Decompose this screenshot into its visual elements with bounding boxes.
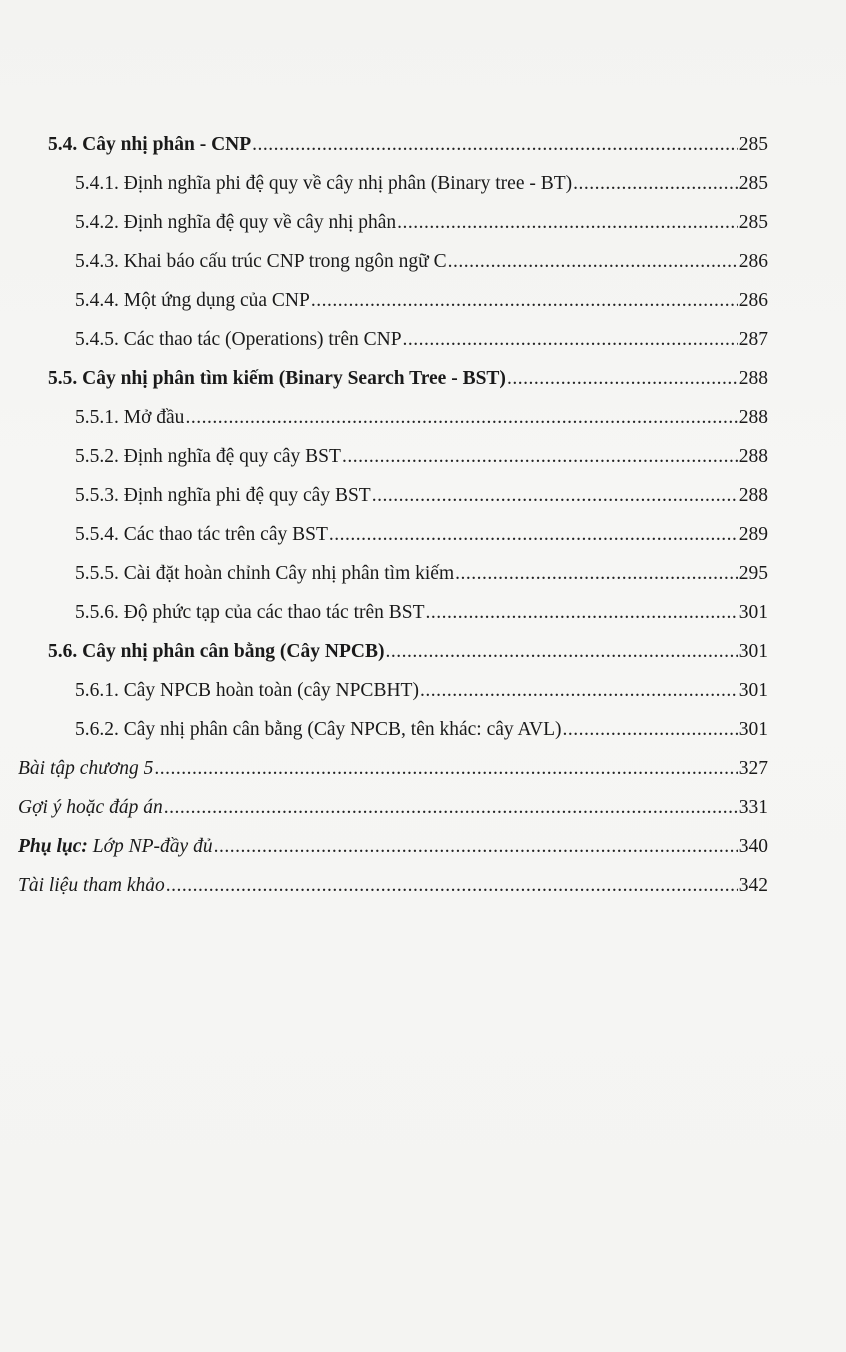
toc-entry-title: 5.4.1. Định nghĩa phi đệ quy về cây nhị phân (Binary tree - BT) bbox=[75, 173, 573, 194]
toc-entry[interactable] bbox=[18, 593, 768, 632]
toc-entry-page: 340 bbox=[738, 836, 768, 857]
toc-entry-title: 5.4.3. Khai báo cấu trúc CNP trong ngôn ngữ C bbox=[75, 251, 447, 272]
dot-leader bbox=[185, 398, 737, 437]
toc-entry-page: 301 bbox=[738, 641, 768, 662]
dot-leader bbox=[164, 788, 738, 827]
toc-entry[interactable] bbox=[18, 554, 768, 593]
toc-entry-page: 287 bbox=[738, 329, 768, 350]
dot-leader bbox=[403, 320, 738, 359]
toc-entry[interactable] bbox=[18, 827, 768, 866]
toc-entry-title: 5.4.2. Định nghĩa đệ quy về cây nhị phân bbox=[75, 212, 397, 233]
dot-leader bbox=[397, 203, 738, 242]
dot-leader bbox=[573, 164, 738, 203]
toc-entry-title: Bài tập chương 5 bbox=[18, 758, 154, 779]
bleed-through-text bbox=[325, 82, 335, 121]
appendix-title: Lớp NP-đầy đủ bbox=[92, 836, 213, 857]
toc-entry-title: 5.5. Cây nhị phân tìm kiếm (Binary Search Tree - BST) bbox=[48, 368, 506, 389]
dot-leader bbox=[372, 476, 738, 515]
toc-entry-title: 5.4.4. Một ứng dụng của CNP bbox=[75, 290, 310, 311]
toc-entry[interactable] bbox=[18, 125, 768, 164]
toc-entry-page: 295 bbox=[738, 563, 768, 584]
toc-entry-page: 288 bbox=[738, 485, 768, 506]
toc-entry-page: 285 bbox=[738, 212, 768, 233]
toc-entry[interactable] bbox=[18, 203, 768, 242]
toc-entry-page: 327 bbox=[738, 758, 768, 779]
dot-leader bbox=[455, 554, 738, 593]
toc-entry-page: 288 bbox=[738, 446, 768, 467]
toc-entry[interactable] bbox=[18, 866, 768, 905]
toc-entry-page: 286 bbox=[738, 290, 768, 311]
toc-entry-title: Tài liệu tham khảo bbox=[18, 875, 165, 896]
table-of-contents bbox=[18, 125, 768, 905]
toc-entry-title: 5.6. Cây nhị phân cân bằng (Cây NPCB) bbox=[48, 641, 385, 662]
dot-leader bbox=[426, 593, 738, 632]
toc-entry-page: 286 bbox=[738, 251, 768, 272]
toc-entry[interactable] bbox=[18, 398, 768, 437]
dot-leader bbox=[166, 866, 738, 905]
dot-leader bbox=[385, 632, 737, 671]
toc-entry-page: 285 bbox=[738, 173, 768, 194]
dot-leader bbox=[448, 242, 738, 281]
toc-entry[interactable] bbox=[18, 437, 768, 476]
toc-entry-page: 331 bbox=[738, 797, 768, 818]
toc-entry-title: Gợi ý hoặc đáp án bbox=[18, 797, 163, 818]
toc-entry[interactable] bbox=[18, 359, 768, 398]
toc-entry-title: 5.4. Cây nhị phân - CNP bbox=[48, 134, 252, 155]
toc-entry[interactable] bbox=[18, 242, 768, 281]
toc-entry[interactable] bbox=[18, 281, 768, 320]
dot-leader bbox=[563, 710, 738, 749]
toc-entry-page: 342 bbox=[738, 875, 768, 896]
dot-leader bbox=[507, 359, 738, 398]
dot-leader bbox=[420, 671, 738, 710]
toc-entry[interactable] bbox=[18, 749, 768, 788]
dot-leader bbox=[154, 749, 737, 788]
toc-entry[interactable] bbox=[18, 788, 768, 827]
toc-entry-page: 301 bbox=[738, 719, 768, 740]
appendix-prefix: Phụ lục: bbox=[18, 836, 88, 857]
toc-entry[interactable] bbox=[18, 632, 768, 671]
toc-entry-title: 5.5.1. Mở đầu bbox=[75, 407, 185, 428]
toc-entry[interactable] bbox=[18, 515, 768, 554]
toc-entry-page: 301 bbox=[738, 602, 768, 623]
toc-entry[interactable] bbox=[18, 671, 768, 710]
toc-entry[interactable] bbox=[18, 476, 768, 515]
dot-leader bbox=[342, 437, 738, 476]
toc-entry-title: 5.4.5. Các thao tác (Operations) trên CNP bbox=[75, 329, 402, 350]
toc-entry[interactable] bbox=[18, 164, 768, 203]
toc-entry[interactable] bbox=[18, 710, 768, 749]
dot-leader bbox=[329, 515, 738, 554]
dot-leader bbox=[311, 281, 738, 320]
toc-entry-page: 285 bbox=[738, 134, 768, 155]
toc-entry-title: 5.5.3. Định nghĩa phi đệ quy cây BST bbox=[75, 485, 371, 506]
toc-entry-page: 288 bbox=[738, 368, 768, 389]
toc-entry-page: 301 bbox=[738, 680, 768, 701]
dot-leader bbox=[252, 125, 738, 164]
toc-entry-title bbox=[18, 827, 213, 866]
toc-entry-title: 5.5.5. Cài đặt hoàn chỉnh Cây nhị phân tìm kiếm bbox=[75, 563, 455, 584]
toc-entry-page: 289 bbox=[738, 524, 768, 545]
toc-entry-title: 5.5.2. Định nghĩa đệ quy cây BST bbox=[75, 446, 341, 467]
toc-entry[interactable] bbox=[18, 320, 768, 359]
toc-entry-title: 5.5.6. Độ phức tạp của các thao tác trên BST bbox=[75, 602, 425, 623]
toc-entry-page: 288 bbox=[738, 407, 768, 428]
toc-entry-title: 5.5.4. Các thao tác trên cây BST bbox=[75, 524, 328, 545]
toc-entry-title: 5.6.2. Cây nhị phân cân bằng (Cây NPCB, tên khác: cây AVL) bbox=[75, 719, 562, 740]
dot-leader bbox=[214, 827, 738, 866]
toc-entry-title: 5.6.1. Cây NPCB hoàn toàn (cây NPCBHT) bbox=[75, 680, 419, 701]
